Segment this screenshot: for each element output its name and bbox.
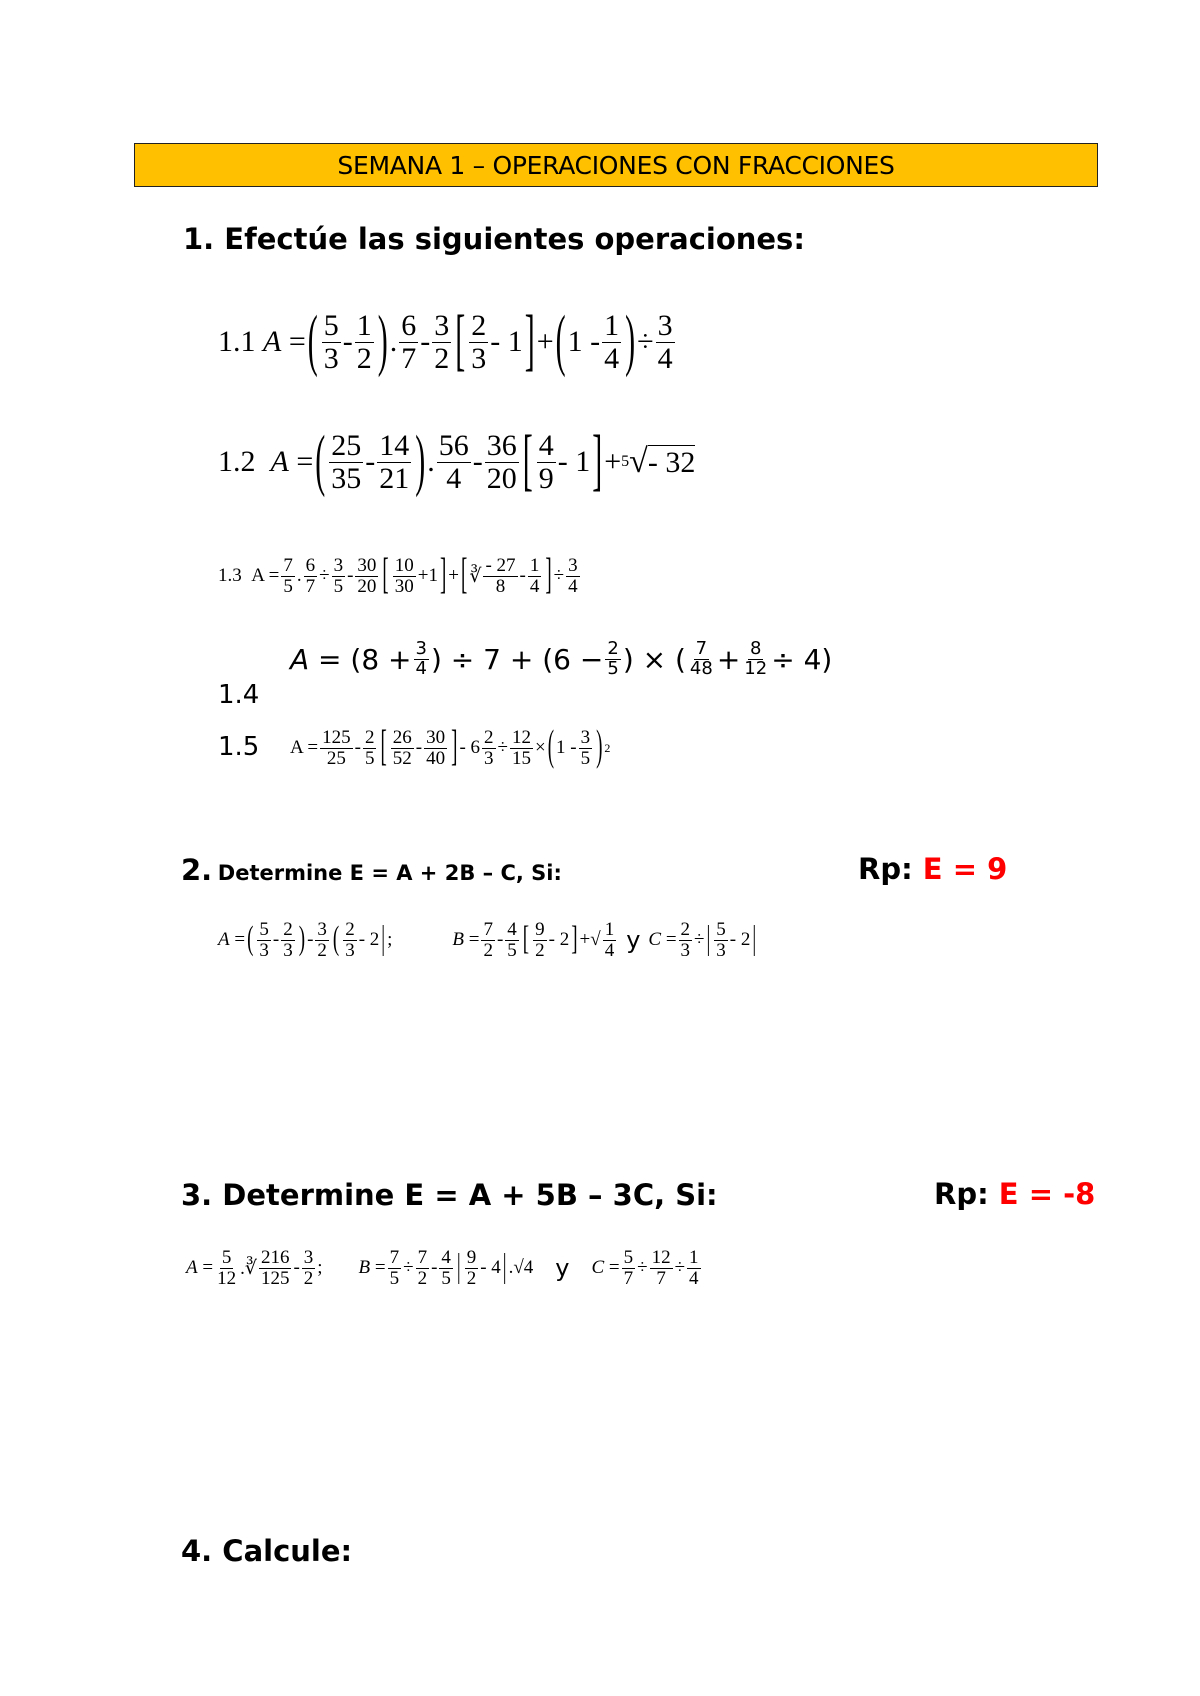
- exercise-1-4-formula: A = (8 + 3 4 ) ÷ 7 + (6 − 2 5 ) × ( 7 48 + 8 12 ÷ 4): [290, 638, 833, 679]
- question-2-answer: [858, 852, 1007, 886]
- exercise-1-1: 1.1 A = ( 5 3 - 1 2 ) . 6 7 - 3 2 [ 2 3 - 1 ] + ( 1 - 1 4 ) ÷ 3 4: [218, 302, 673, 379]
- conjunction-y: y: [626, 926, 641, 955]
- exercise-label: 1.1: [218, 325, 256, 358]
- question-number: 2.: [181, 853, 213, 887]
- banner-title: SEMANA 1 – OPERACIONES CON FRACCIONES: [337, 150, 895, 180]
- question-3-formulas: A = 5 12 .∛ 216 125 - 3 2 ; B = 7 5 ÷ 7 2 - 4 5 | 9 2 - 4 | .√4 y C = 5 7 ÷ 12 7 ÷ 1 4: [186, 1247, 699, 1289]
- exercise-label: 1.3: [218, 565, 242, 587]
- conjunction-y: y: [555, 1254, 570, 1283]
- exercise-1-5-formula: A = 125 25 - 2 5 [ 26 52 - 30 40 ] - 6 2 3 ÷ 12 15 × ( 1 - 3 5 ) 2: [290, 723, 611, 772]
- answer-value: E = 9: [922, 852, 1008, 886]
- section-banner: [134, 143, 1098, 187]
- exercise-1-4-label: 1.4: [218, 680, 260, 710]
- exercise-label: 1.2: [218, 445, 256, 478]
- exercise-1-5-label: 1.5: [218, 732, 260, 762]
- question-4-heading: 4. Calcule:: [181, 1534, 353, 1568]
- answer-prefix: Rp:: [934, 1177, 989, 1211]
- question-2-heading: [181, 853, 562, 887]
- answer-value: E = -8: [998, 1177, 1096, 1211]
- answer-prefix: Rp:: [858, 852, 913, 886]
- exercise-1-2: 1.2 A = ( 25 35 - 14 21 ) . 56 4 - 36 20 [ 4 9 - 1 ] + 5 √ - 32: [218, 422, 696, 499]
- question-text: Determine E = A + 2B – C, Si:: [217, 861, 562, 885]
- question-3-heading: 3. Determine E = A + 5B – 3C, Si:: [181, 1178, 718, 1212]
- question-3-answer: [934, 1177, 1095, 1211]
- question-2-formulas: A = ( 5 3 - 2 3 ) - 3 2 ( 2 3 - 2 | ; B = 7 2 - 4 5 [ 9 2 - 2 ] + √ 1 4 y C = 2 3 ÷ | 5 3 - 2 |: [218, 919, 757, 961]
- exercise-1-3: 1.3 A = 7 5 . 6 7 ÷ 3 5 - 30 20 [ 10 30 +1 ] + [ ∛ - 27 8 - 1 4 ] ÷ 3 4: [218, 551, 578, 600]
- question-1-heading: 1. Efectúe las siguientes operaciones:: [183, 222, 805, 256]
